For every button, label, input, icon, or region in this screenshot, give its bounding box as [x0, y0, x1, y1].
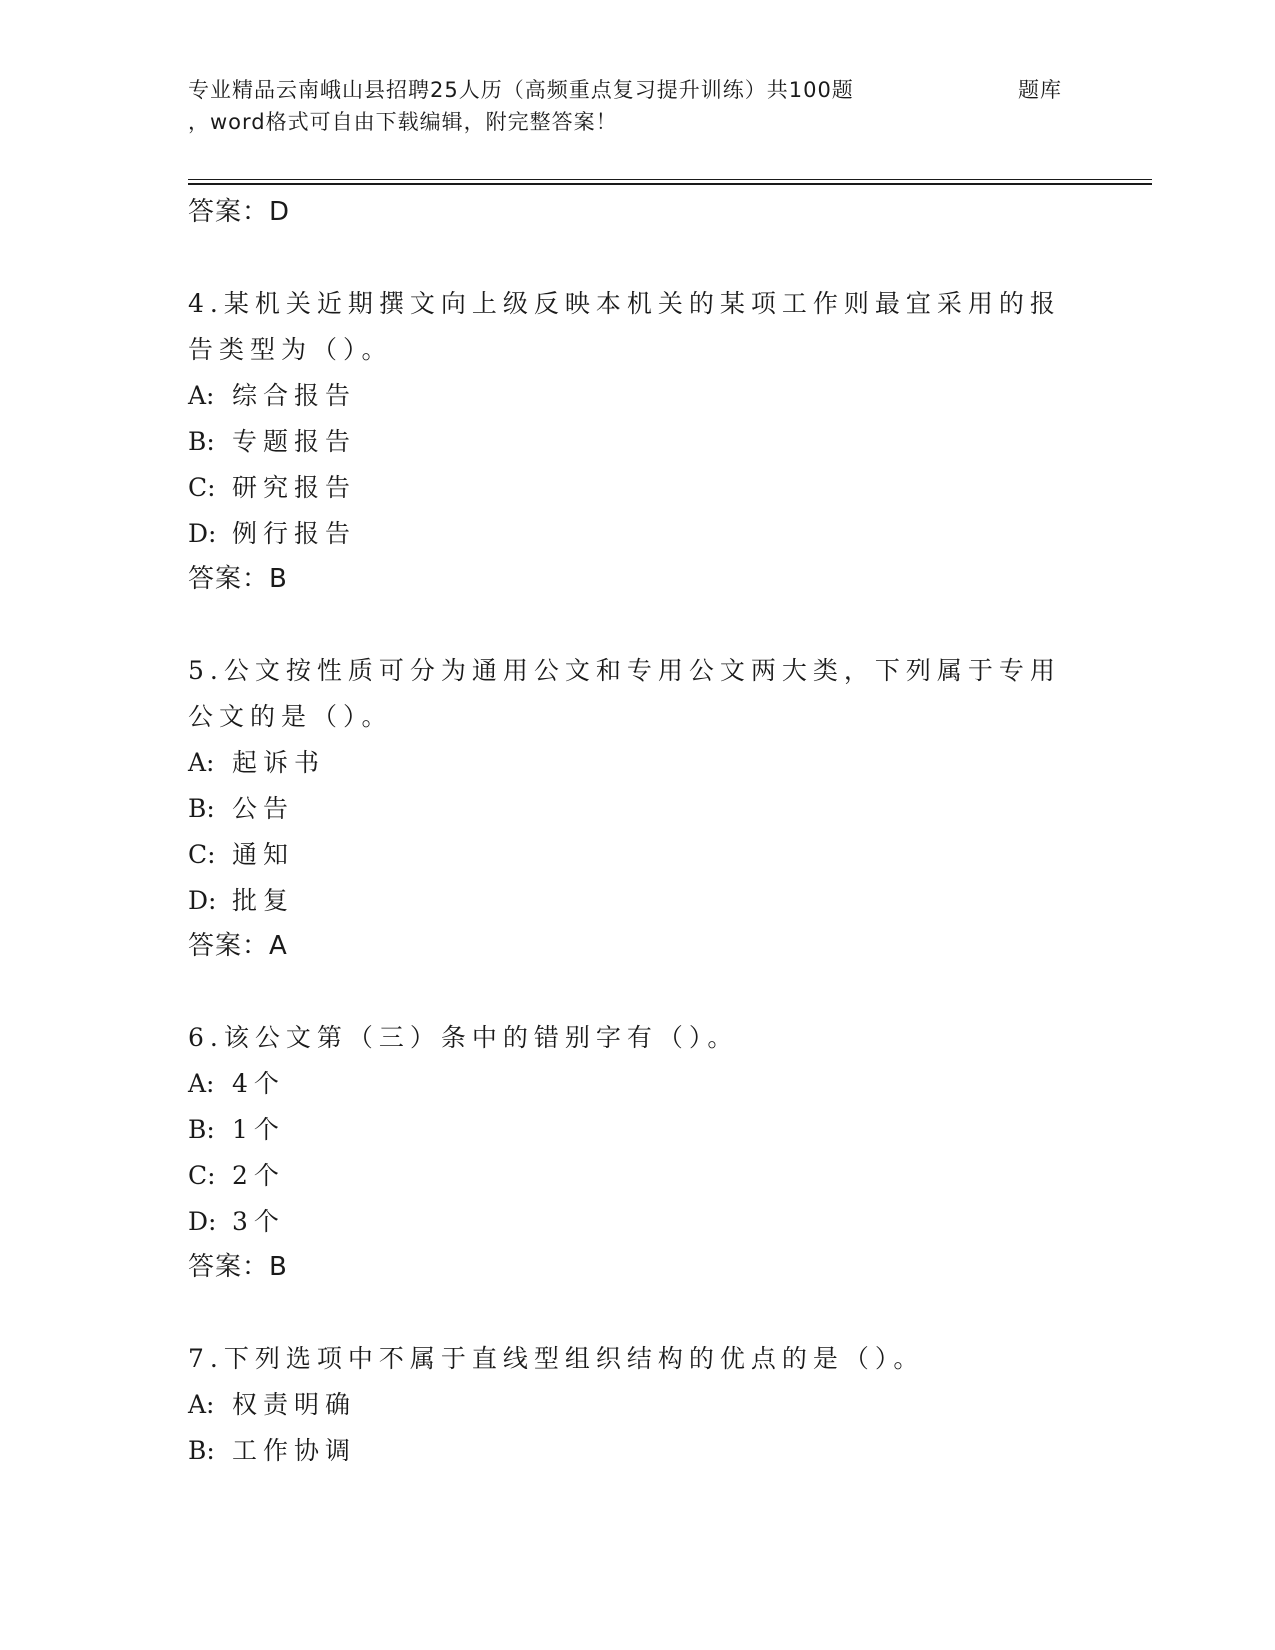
option-item	[188, 878, 1068, 924]
option-letter: A:	[188, 1390, 215, 1419]
document-body	[188, 190, 1068, 1474]
option-letter: D:	[188, 886, 217, 915]
option-item	[188, 1199, 1068, 1245]
option-letter: A:	[188, 1069, 215, 1098]
question-text: 7.下列选项中不属于直线型组织结构的优点的是（）。	[188, 1344, 925, 1373]
option-text: 通知	[232, 840, 295, 869]
option-item	[188, 1428, 1068, 1474]
answer-line: 答案：A	[188, 931, 288, 961]
option-letter: C:	[188, 840, 216, 869]
option-text: 1个	[232, 1115, 285, 1144]
option-item	[188, 1107, 1068, 1153]
option-text: 权责明确	[232, 1390, 357, 1419]
header-tag: 题库	[1018, 78, 1062, 102]
option-text: 批复	[232, 886, 295, 915]
option-text: 专题报告	[232, 427, 357, 456]
option-item	[188, 373, 1068, 419]
option-item	[188, 419, 1068, 465]
option-letter: C:	[188, 1161, 216, 1190]
option-letter: B:	[188, 1115, 215, 1144]
option-text: 例行报告	[232, 519, 357, 548]
option-letter: C:	[188, 473, 216, 502]
question-text: 6.该公文第（三）条中的错别字有（）。	[188, 1023, 739, 1052]
header-divider-thin	[188, 179, 1152, 180]
option-item	[188, 1382, 1068, 1428]
header-subtitle-line: ，word格式可自由下载编辑，附完整答案！	[188, 110, 618, 134]
option-text: 起诉书	[232, 748, 326, 777]
option-text: 公告	[232, 794, 295, 823]
option-letter: D:	[188, 1207, 217, 1236]
option-letter: D:	[188, 519, 217, 548]
header-title-line: 专业精品云南峨山县招聘25人历（高频重点复习提升训练）共100题	[188, 78, 854, 102]
option-text: 工作协调	[232, 1436, 357, 1465]
option-letter: A:	[188, 381, 215, 410]
spacer	[188, 234, 1068, 281]
question-text: 5.公文按性质可分为通用公文和专用公文两大类，下列属于专用公文的是（）。	[188, 656, 1061, 731]
document-header	[188, 74, 1148, 138]
option-text: 综合报告	[232, 381, 357, 410]
header-divider-thick	[188, 183, 1152, 185]
option-letter: A:	[188, 748, 215, 777]
option-item	[188, 832, 1068, 878]
option-item	[188, 465, 1068, 511]
spacer	[188, 601, 1068, 648]
answer-line: 答案：D	[188, 197, 291, 227]
option-text: 4个	[232, 1069, 285, 1098]
option-text: 3个	[232, 1207, 285, 1236]
spacer	[188, 1289, 1068, 1336]
option-item	[188, 511, 1068, 557]
answer-line: 答案：B	[188, 1252, 288, 1282]
option-item	[188, 740, 1068, 786]
option-text: 研究报告	[232, 473, 357, 502]
option-item	[188, 786, 1068, 832]
option-letter: B:	[188, 1436, 215, 1465]
option-letter: B:	[188, 794, 215, 823]
option-text: 2个	[232, 1161, 285, 1190]
option-item	[188, 1153, 1068, 1199]
answer-line: 答案：B	[188, 564, 288, 594]
spacer	[188, 968, 1068, 1015]
option-item	[188, 1061, 1068, 1107]
option-letter: B:	[188, 427, 215, 456]
question-text: 4.某机关近期撰文向上级反映本机关的某项工作则最宜采用的报告类型为（）。	[188, 289, 1061, 364]
